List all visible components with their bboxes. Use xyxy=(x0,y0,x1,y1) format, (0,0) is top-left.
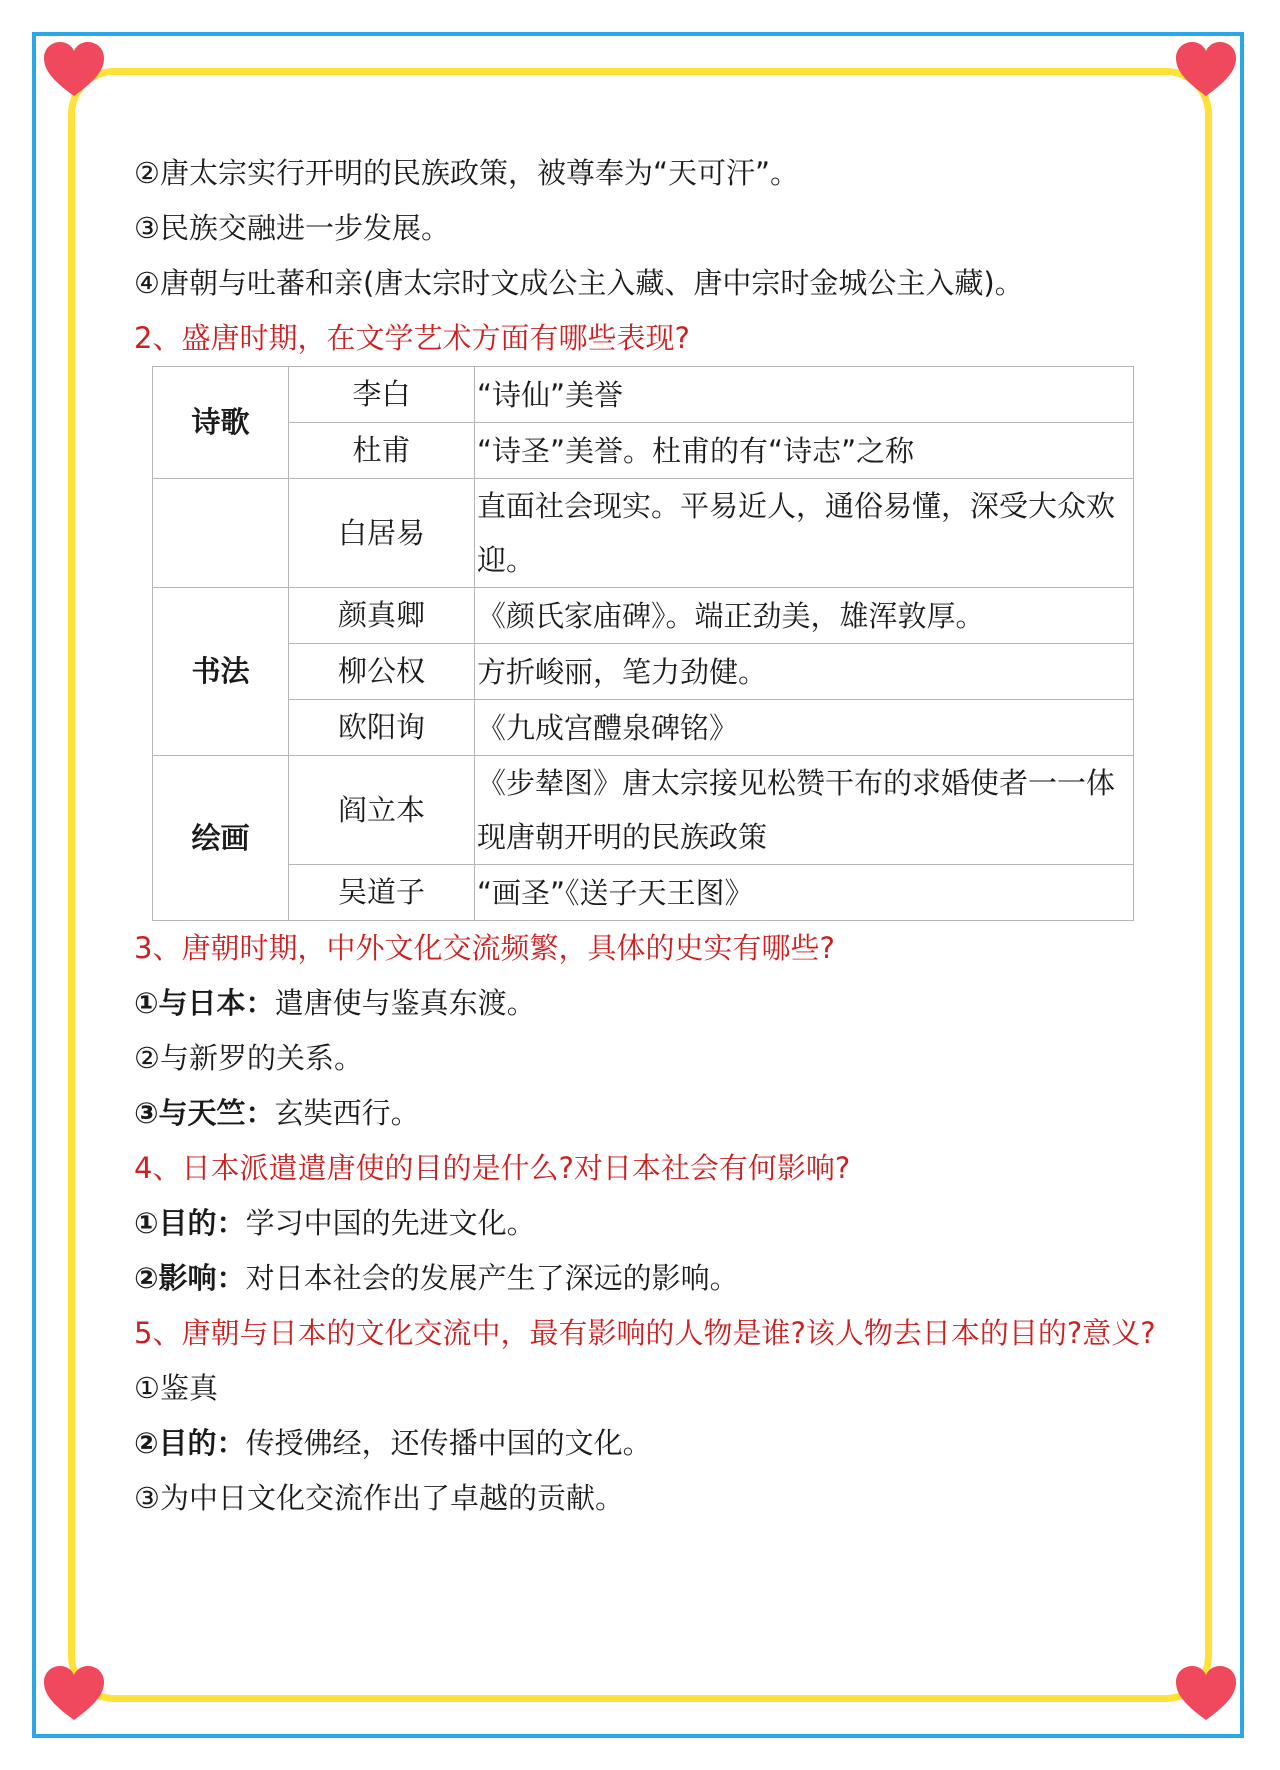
answer-line xyxy=(134,1086,1174,1141)
document-body xyxy=(134,146,1174,1526)
answer-prefix: ②目的： xyxy=(134,1426,246,1460)
question-3: 3、唐朝时期，中外文化交流频繁，具体的史实有哪些? xyxy=(134,931,835,965)
heart-icon xyxy=(1174,40,1238,100)
intro-line: ④唐朝与吐蕃和亲(唐太宗时文成公主入藏、唐中宗时金城公主入藏)。 xyxy=(134,266,1024,300)
answer-line xyxy=(134,1361,1174,1416)
heart-icon xyxy=(42,1664,106,1724)
artist-name: 李白 xyxy=(289,367,475,423)
intro-line: ③民族交融进一步发展。 xyxy=(134,211,450,245)
answer-text: 玄奘西行。 xyxy=(274,1096,420,1130)
category-empty-cell xyxy=(153,479,289,588)
intro-line: ②唐太宗实行开明的民族政策，被尊奉为“天可汗”。 xyxy=(134,156,800,190)
question-5: 5、唐朝与日本的文化交流中，最有影响的人物是谁?该人物去日本的目的?意义? xyxy=(134,1316,1156,1350)
answer-prefix: ①目的： xyxy=(134,1206,246,1240)
answer-line xyxy=(134,1251,1174,1306)
artist-name: 欧阳询 xyxy=(289,700,475,756)
heart-icon xyxy=(42,40,106,100)
literature-art-table xyxy=(152,366,1134,921)
answer-line xyxy=(134,1416,1174,1471)
answer-text: 对日本社会的发展产生了深远的影响。 xyxy=(245,1261,739,1295)
artist-desc: 方折峻丽，笔力劲健。 xyxy=(475,644,1134,700)
artist-desc: “画圣”《送子天王图》 xyxy=(475,865,1134,921)
artist-name: 柳公权 xyxy=(289,644,475,700)
category-painting: 绘画 xyxy=(153,756,289,921)
artist-name: 杜甫 xyxy=(289,423,475,479)
question-2: 2、盛唐时期，在文学艺术方面有哪些表现? xyxy=(134,321,690,355)
answer-line xyxy=(134,976,1174,1031)
category-poetry: 诗歌 xyxy=(153,367,289,479)
answer-text: ②与新罗的关系。 xyxy=(134,1041,363,1075)
artist-name: 阎立本 xyxy=(289,756,475,865)
artist-desc: 《颜氏家庙碑》。端正劲美，雄浑敦厚。 xyxy=(475,588,1134,644)
answer-text: 学习中国的先进文化。 xyxy=(245,1206,536,1240)
answer-text: ③为中日文化交流作出了卓越的贡献。 xyxy=(134,1481,624,1515)
artist-name: 颜真卿 xyxy=(289,588,475,644)
answer-prefix: ②影响： xyxy=(134,1261,246,1295)
answer-text: 遣唐使与鉴真东渡。 xyxy=(274,986,536,1020)
answer-line xyxy=(134,1031,1174,1086)
answer-line xyxy=(134,1196,1174,1251)
artist-desc: 《步辇图》唐太宗接见松赞干布的求婚使者一一体现唐朝开明的民族政策 xyxy=(475,756,1134,865)
artist-desc: “诗圣”美誉。杜甫的有“诗志”之称 xyxy=(475,423,1134,479)
artist-name: 白居易 xyxy=(289,479,475,588)
answer-prefix: ③与天竺： xyxy=(134,1096,275,1130)
answer-line xyxy=(134,1471,1174,1526)
category-calligraphy: 书法 xyxy=(153,588,289,756)
artist-desc: “诗仙”美誉 xyxy=(475,367,1134,423)
answer-text: ①鉴真 xyxy=(134,1371,218,1405)
artist-desc: 《九成宫醴泉碑铭》 xyxy=(475,700,1134,756)
answer-text: 传授佛经，还传播中国的文化。 xyxy=(245,1426,652,1460)
artist-name: 吴道子 xyxy=(289,865,475,921)
answer-prefix: ①与日本： xyxy=(134,986,275,1020)
question-4: 4、日本派遣遣唐使的目的是什么?对日本社会有何影响? xyxy=(134,1151,851,1185)
heart-icon xyxy=(1174,1664,1238,1724)
artist-desc: 直面社会现实。平易近人，通俗易懂，深受大众欢迎。 xyxy=(475,479,1134,588)
